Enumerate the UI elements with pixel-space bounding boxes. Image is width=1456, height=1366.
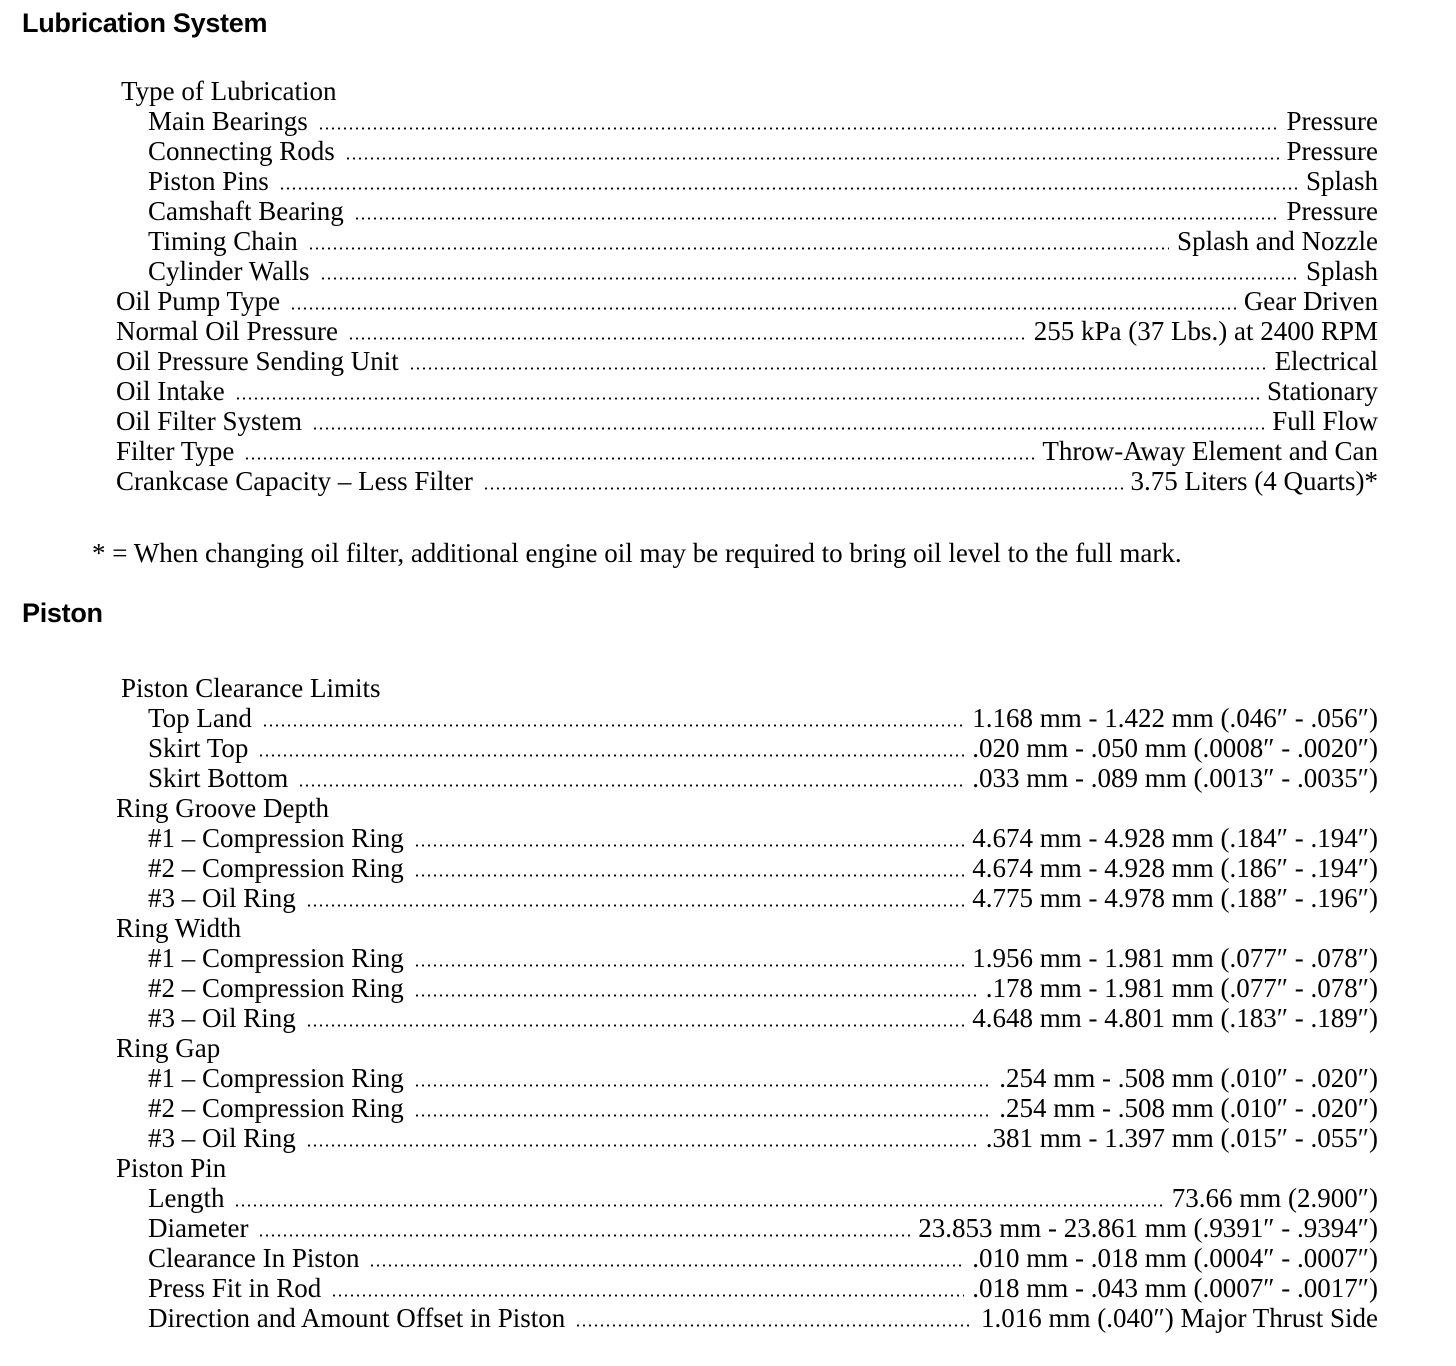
spec-value: Pressure	[1286, 196, 1378, 226]
spec-label: #3 – Oil Ring	[148, 1003, 296, 1033]
spec-label: #2 – Compression Ring	[148, 973, 404, 1003]
spec-row	[116, 436, 1378, 466]
spec-row	[116, 346, 1378, 376]
dot-leader	[244, 457, 1034, 460]
lubrication-type-heading: Type of Lubrication	[121, 76, 337, 106]
spec-row	[116, 1243, 1378, 1273]
group-heading-piston-pin: Piston Pin	[116, 1153, 227, 1183]
spec-value: Stationary	[1267, 376, 1378, 406]
spec-label: Press Fit in Rod	[148, 1273, 322, 1303]
spec-value: .018 mm - .043 mm (.0007″ - .0017″)	[972, 1273, 1378, 1303]
spec-value: .254 mm - .508 mm (.010″ - .020″)	[999, 1063, 1378, 1093]
spec-row	[116, 883, 1378, 913]
spec-value: Full Flow	[1272, 406, 1378, 436]
spec-value: 4.775 mm - 4.978 mm (.188″ - .196″)	[972, 883, 1378, 913]
spec-row	[116, 823, 1378, 853]
spec-label: Camshaft Bearing	[148, 196, 344, 226]
dot-leader	[414, 964, 965, 967]
spec-label: #3 – Oil Ring	[148, 1123, 296, 1153]
spec-value: 23.853 mm - 23.861 mm (.9391″ - .9394″)	[918, 1213, 1378, 1243]
spec-value: 4.674 mm - 4.928 mm (.184″ - .194″)	[972, 823, 1378, 853]
spec-label: #3 – Oil Ring	[148, 883, 296, 913]
dot-leader	[258, 1234, 910, 1237]
spec-row	[116, 943, 1378, 973]
spec-value: 73.66 mm (2.900″)	[1171, 1183, 1378, 1213]
spec-value: 1.168 mm - 1.422 mm (.046″ - .056″)	[972, 703, 1378, 733]
spec-row	[116, 1213, 1378, 1243]
spec-value: .254 mm - .508 mm (.010″ - .020″)	[999, 1093, 1378, 1123]
dot-leader	[298, 784, 964, 787]
spec-row	[116, 166, 1378, 196]
spec-row	[116, 703, 1378, 733]
lubrication-section-title: Lubrication System	[22, 8, 268, 38]
dot-leader	[279, 187, 1298, 190]
spec-label: Skirt Bottom	[148, 763, 289, 793]
spec-label: #1 – Compression Ring	[148, 1063, 404, 1093]
spec-label: #1 – Compression Ring	[148, 943, 404, 973]
spec-label: #2 – Compression Ring	[148, 1093, 404, 1123]
spec-value: 4.648 mm - 4.801 mm (.183″ - .189″)	[972, 1003, 1378, 1033]
spec-value: Splash	[1305, 256, 1378, 286]
spec-value: .020 mm - .050 mm (.0008″ - .0020″)	[972, 733, 1378, 763]
spec-label: Filter Type	[116, 436, 235, 466]
dot-leader	[234, 1204, 1163, 1207]
dot-leader	[409, 367, 1267, 370]
spec-row	[116, 316, 1378, 346]
dot-leader	[290, 307, 1236, 310]
spec-row	[116, 256, 1378, 286]
dot-leader	[308, 247, 1169, 250]
spec-row	[116, 853, 1378, 883]
spec-row	[116, 1183, 1378, 1213]
spec-label: Crankcase Capacity – Less Filter	[116, 466, 473, 496]
spec-label: Oil Filter System	[116, 406, 303, 436]
spec-value: Gear Driven	[1243, 286, 1378, 316]
spec-row	[116, 1063, 1378, 1093]
dot-leader	[331, 1294, 964, 1297]
spec-label: Oil Pump Type	[116, 286, 281, 316]
group-heading-ring-width: Ring Width	[116, 913, 242, 943]
spec-value: 3.75 Liters (4 Quarts)*	[1130, 466, 1378, 496]
spec-value: Throw-Away Element and Can	[1042, 436, 1378, 466]
spec-row	[116, 226, 1378, 256]
spec-row	[116, 286, 1378, 316]
spec-value: Splash	[1305, 166, 1378, 196]
piston-spec-list	[116, 673, 1378, 1333]
dot-leader	[262, 724, 964, 727]
piston-section-title: Piston	[22, 598, 103, 628]
spec-label: Length	[148, 1183, 225, 1213]
spec-row	[116, 1123, 1378, 1153]
dot-leader	[414, 994, 978, 997]
dot-leader	[348, 337, 1026, 340]
dot-leader	[312, 427, 1264, 430]
dot-leader	[306, 904, 965, 907]
spec-label: Direction and Amount Offset in Piston	[148, 1303, 566, 1333]
spec-label: Timing Chain	[148, 226, 298, 256]
group-heading-clearance-limits: Piston Clearance Limits	[121, 673, 381, 703]
spec-label: Clearance In Piston	[148, 1243, 360, 1273]
spec-label: #1 – Compression Ring	[148, 823, 404, 853]
spec-value: Electrical	[1274, 346, 1378, 376]
spec-row	[116, 466, 1378, 496]
spec-value: .178 mm - 1.981 mm (.077″ - .078″)	[985, 973, 1378, 1003]
group-heading-ring-groove-depth: Ring Groove Depth	[116, 793, 329, 823]
lubrication-spec-list	[116, 76, 1378, 496]
spec-row	[116, 136, 1378, 166]
dot-leader	[369, 1264, 964, 1267]
group-heading-ring-gap: Ring Gap	[116, 1033, 221, 1063]
spec-value: 1.956 mm - 1.981 mm (.077″ - .078″)	[972, 943, 1378, 973]
spec-label: Skirt Top	[148, 733, 249, 763]
spec-row	[116, 106, 1378, 136]
dot-leader	[414, 844, 965, 847]
spec-value: .033 mm - .089 mm (.0013″ - .0035″)	[972, 763, 1378, 793]
spec-row	[116, 733, 1378, 763]
spec-value: 255 kPa (37 Lbs.) at 2400 RPM	[1033, 316, 1378, 346]
dot-leader	[306, 1024, 965, 1027]
spec-value: .381 mm - 1.397 mm (.015″ - .055″)	[985, 1123, 1378, 1153]
spec-row	[116, 1273, 1378, 1303]
dot-leader	[320, 277, 1298, 280]
spec-value: .010 mm - .018 mm (.0004″ - .0007″)	[972, 1243, 1378, 1273]
spec-label: Cylinder Walls	[148, 256, 310, 286]
dot-leader	[258, 754, 964, 757]
spec-label: Normal Oil Pressure	[116, 316, 338, 346]
dot-leader	[414, 1084, 992, 1087]
spec-row	[116, 196, 1378, 226]
dot-leader	[345, 157, 1279, 160]
spec-label: Top Land	[148, 703, 252, 733]
dot-leader	[414, 1114, 992, 1117]
dot-leader	[414, 874, 965, 877]
spec-label: Main Bearings	[148, 106, 308, 136]
spec-row	[116, 376, 1378, 406]
spec-value: Splash and Nozzle	[1177, 226, 1378, 256]
spec-row	[116, 1093, 1378, 1123]
dot-leader	[306, 1144, 978, 1147]
spec-label: Diameter	[148, 1213, 249, 1243]
spec-label: #2 – Compression Ring	[148, 853, 404, 883]
spec-row	[116, 763, 1378, 793]
spec-label: Connecting Rods	[148, 136, 335, 166]
dot-leader	[235, 397, 1259, 400]
dot-leader	[318, 127, 1279, 130]
spec-value: 1.016 mm (.040″) Major Thrust Side	[981, 1303, 1378, 1333]
dot-leader	[575, 1324, 973, 1327]
spec-row	[116, 973, 1378, 1003]
spec-row	[116, 406, 1378, 436]
spec-value: Pressure	[1286, 106, 1378, 136]
spec-label: Oil Pressure Sending Unit	[116, 346, 399, 376]
dot-leader	[483, 487, 1123, 490]
spec-value: Pressure	[1286, 136, 1378, 166]
spec-row	[116, 1003, 1378, 1033]
spec-row	[116, 1303, 1378, 1333]
spec-label: Oil Intake	[116, 376, 225, 406]
spec-value: 4.674 mm - 4.928 mm (.186″ - .194″)	[972, 853, 1378, 883]
dot-leader	[354, 217, 1279, 220]
spec-label: Piston Pins	[148, 166, 269, 196]
oil-filter-footnote: * = When changing oil filter, additional engine oil may be required to bring oil level to the full mark.	[92, 538, 1182, 568]
